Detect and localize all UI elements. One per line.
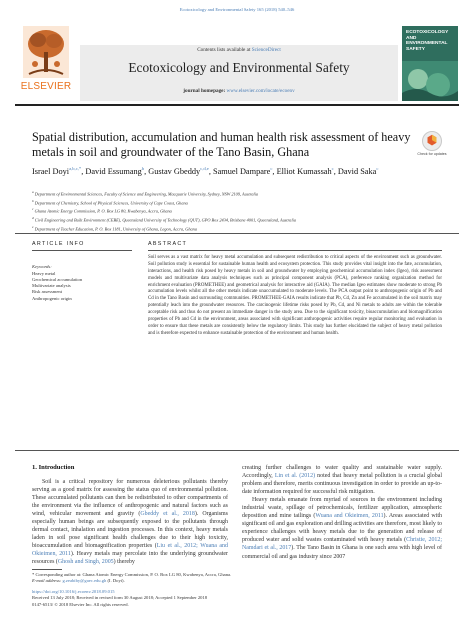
received-dates: Received 13 July 2018; Received in revised form 30 August 2018; Accepted 1 September 2018	[32, 595, 208, 601]
affiliation-item: $^c$ Ghana Atomic Energy Commission, P. O. Box LG 80, Kwabenya, Accra, Ghana	[32, 207, 172, 214]
affiliation-divider	[15, 233, 459, 234]
check-for-updates-badge[interactable]	[416, 131, 448, 165]
keyword: Risk assessment	[32, 289, 62, 295]
journal-cover[interactable]	[402, 26, 458, 101]
keyword: Anthropogenic origin	[32, 295, 72, 301]
intro-paragraph	[242, 464, 442, 496]
citation-link[interactable]: Lin et al. (2012)	[274, 473, 316, 480]
journal-citation[interactable]: Ecotoxicology and Environmental Safety 165 (2018) 540–546	[179, 7, 295, 12]
author-list: Israel Doyi$^{a,b,c,*}$, David Essumang$^b$, Gustav Gbeddy$^{c,d,e}$, Samuel Dampare$^c$, Elliot Kumassah$^c$, David Saka$^c$	[32, 166, 379, 176]
citation-link[interactable]: Ghosh and Singh, 2005	[57, 559, 114, 566]
paragraph-text: ). Organisms especially human beings are subsequently exposed to the pollutants through dermal contact, inhalation and ingestion processes. In this context, heavy metals laden in soil pose significant health challenges due to their high toxicity, bioaccumulation and biomagnification properties (	[32, 511, 228, 550]
affiliation-item: $^d$ Civil Engineering and Built Environment (CEBE), Queensland University of Technology (QUT), GPO Box 2434, Brisbane 4001, Queensland, Australia	[32, 216, 296, 223]
publication-info	[32, 589, 332, 608]
cover-art-icon	[402, 61, 458, 101]
author-6[interactable]: David Saka$^c$	[337, 166, 379, 176]
homepage-link[interactable]: www.elsevier.com/locate/ecoenv	[226, 88, 295, 94]
cover-title: ECOTOXICOLOGY AND ENVIRONMENTAL SAFETY	[406, 30, 449, 52]
citation-link[interactable]: Liu et al., 2012; Wuana and Okieimen, 2011	[32, 543, 228, 558]
keyword: Multivariate analysis	[32, 283, 71, 289]
citation-link[interactable]: Wuana and Okieimen, 2011	[315, 513, 384, 520]
keyword: Geochemical accumulation	[32, 276, 83, 282]
elsevier-wordmark: ELSEVIER	[20, 81, 72, 92]
introduction-heading: 1. Introduction	[32, 464, 75, 471]
elsevier-logo[interactable]	[17, 26, 75, 90]
paragraph-text: Heavy metals emanate from myriad of sources in the environment including industrial waste, spillage of petrochemicals, fertilizer application, atmospheric deposition and mine tailings (	[242, 497, 442, 520]
paragraph-text: Soil is a critical repository for numerous deleterious pollutants thereby serving as a good matrix for assessing the status quo of environmental pollution. These accumulated pollutants can then be redistributed to other compartments of the environment via the influence of anthropogenic and natural factors such as wind, vehicular movement and gravity (	[32, 479, 228, 518]
homepage-line	[80, 88, 398, 94]
abstract-text: Soil serves as a vast matrix for heavy metal accumulation and subsequent redistribution to critical aspects of the environment such as groundwater. Soil pollution study is essential for sustainable human health and ecosystem protection. This study provides vital insight into the fate, accumulation, interactions, and health risk posed by heavy metals in soil and groundwater by employing geochemical accumulation index (Igeo), risk assessment models and multivariate data analysis techniques such as principal component analysis (PCA), preference ranking organization method for enrichment evaluation (PROMETHEE) and geometrical analysis for interactive aid (GAIA). The median Igeo estimates show moderate to strong Pb accumulation levels whilst all the other metals indicate unaccumulated to moderate levels. The PCA output point to anthropogenic origin of Pb and Cd in the Tano Basin and surrounding communities. PROMETHEE-GAIA results indicate that Pb, Cd, Zn and Fe accumulated in the soil matrix may potentially leach into the groundwater resources. The carcinogenic lifetime risks posed by Pb, Cd, and Ni metals to adults are within the tolerable acceptable risk and thus do not present an immediate danger in the study area. Due to the significant toxicity, bioaccumulation and biomagnification properties of Pb and Cd in the environment, areas associated with significant anthropogenic activities require regular monitoring and evaluation in order to ensure that these metals are consistently below the regulatory limits. This study has further elucidated the subject of heavy metal pollution and is therefore expected to enhance sustainable protection of the environment and human health.	[148, 255, 442, 336]
paragraph-text: ). Areas associated with significant oil and gas exploration and drilling activities are therefore, most likely to experience challenges with heavy metals due to the generation and release of produced water and solid wastes contaminated with heavy metals (	[242, 513, 443, 544]
intro-left-paragraph	[32, 478, 228, 567]
article-info-heading: ARTICLE INFO	[32, 241, 85, 247]
footnote-rule	[32, 569, 62, 570]
sciencedirect-link[interactable]: ScienceDirect	[251, 47, 281, 53]
author-2[interactable]: David Essumang$^b$	[85, 166, 145, 176]
keywords-title: Keywords:	[32, 264, 52, 269]
journal-title: Ecotoxicology and Environmental Safety	[128, 60, 350, 75]
citation-link[interactable]: Christie, 2012; Namdari et al., 2017	[242, 537, 442, 552]
article-title: Spatial distribution, accumulation and human health risk assessment of heavy metals in soil and groundwater of the Tano Basin, Ghana	[32, 130, 411, 159]
check-for-updates-icon	[422, 131, 442, 151]
abstract-bottom-divider	[15, 450, 459, 451]
author-email-link[interactable]: g.zeabiby@gaec.edu.gh	[62, 578, 107, 584]
citation-link[interactable]: Gbeddy et al., 2018	[140, 511, 195, 518]
affiliations	[32, 189, 452, 233]
author-1[interactable]: Israel Doyi$^{a,b,c,*}$	[32, 166, 82, 176]
contents-prefix: Contents lists available at	[197, 47, 252, 53]
abstract-rule	[148, 250, 442, 251]
author-5[interactable]: Elliot Kumassah$^c$	[276, 166, 334, 176]
affiliation-item: $^e$ Department of Teacher Education, P. O. Box 1181, University of Ghana, Legon, Accra, Ghana	[32, 224, 197, 232]
paragraph-text: creating further challenges to water quality and sustainable water supply. Accordingly,	[242, 465, 442, 480]
elsevier-tree-icon	[23, 26, 69, 78]
doi-link[interactable]: https://doi.org/10.1016/j.ecoenv.2018.09.015	[32, 589, 115, 594]
author-4[interactable]: Samuel Dampare$^c$	[212, 166, 273, 176]
affiliation-item: $^b$ Department of Chemistry, School of Physical Sciences, University of Cape Coast, Ghana	[32, 198, 188, 206]
email-line: E-mail address: g.zeabiby@gaec.edu.gh (I. Doyi).	[32, 578, 125, 584]
affiliation-item: $^a$ Department of Environmental Sciences, Faculty of Science and Engineering, Macquarie University, Sydney, NSW 2109, Australia	[32, 190, 259, 197]
contents-line	[80, 47, 398, 53]
author-3[interactable]: Gustav Gbeddy$^{c,d,e}$	[148, 166, 209, 176]
intro-paragraph	[242, 496, 442, 560]
header-divider	[15, 104, 459, 106]
check-for-updates-label: Check for updates	[417, 152, 447, 156]
article-info-rule	[32, 250, 132, 251]
issn-copyright: 0147-6513/ © 2018 Elsevier Inc. All rights reserved.	[32, 601, 129, 607]
homepage-prefix: journal homepage:	[183, 88, 227, 94]
keywords-block	[32, 264, 132, 302]
keyword: Heavy metal	[32, 270, 56, 276]
corresponding-author-footnote	[32, 572, 232, 584]
intro-right-column	[242, 464, 442, 561]
paragraph-text: noted that heavy metal pollution is a crucial global problem and therefore, merits continuous investigation in order to provide an up-to-date information required for successful risk mitigation.	[242, 473, 442, 496]
paragraph-text: ). Heavy metals may percolate into the underlying groundwater resources (	[32, 551, 229, 566]
abstract-heading: ABSTRACT	[148, 241, 188, 247]
paragraph-text: ). The Tano Basin in Ghana is one such area with high level of commercial oil and gas industry since 2007	[242, 545, 442, 560]
paragraph-text: ) thereby	[113, 559, 135, 566]
corresponding-author-note: * Corresponding author at: Ghana Atomic Energy Commission, P. O. Box LG 80, Kwabenya, Accra, Ghana.	[32, 572, 232, 577]
